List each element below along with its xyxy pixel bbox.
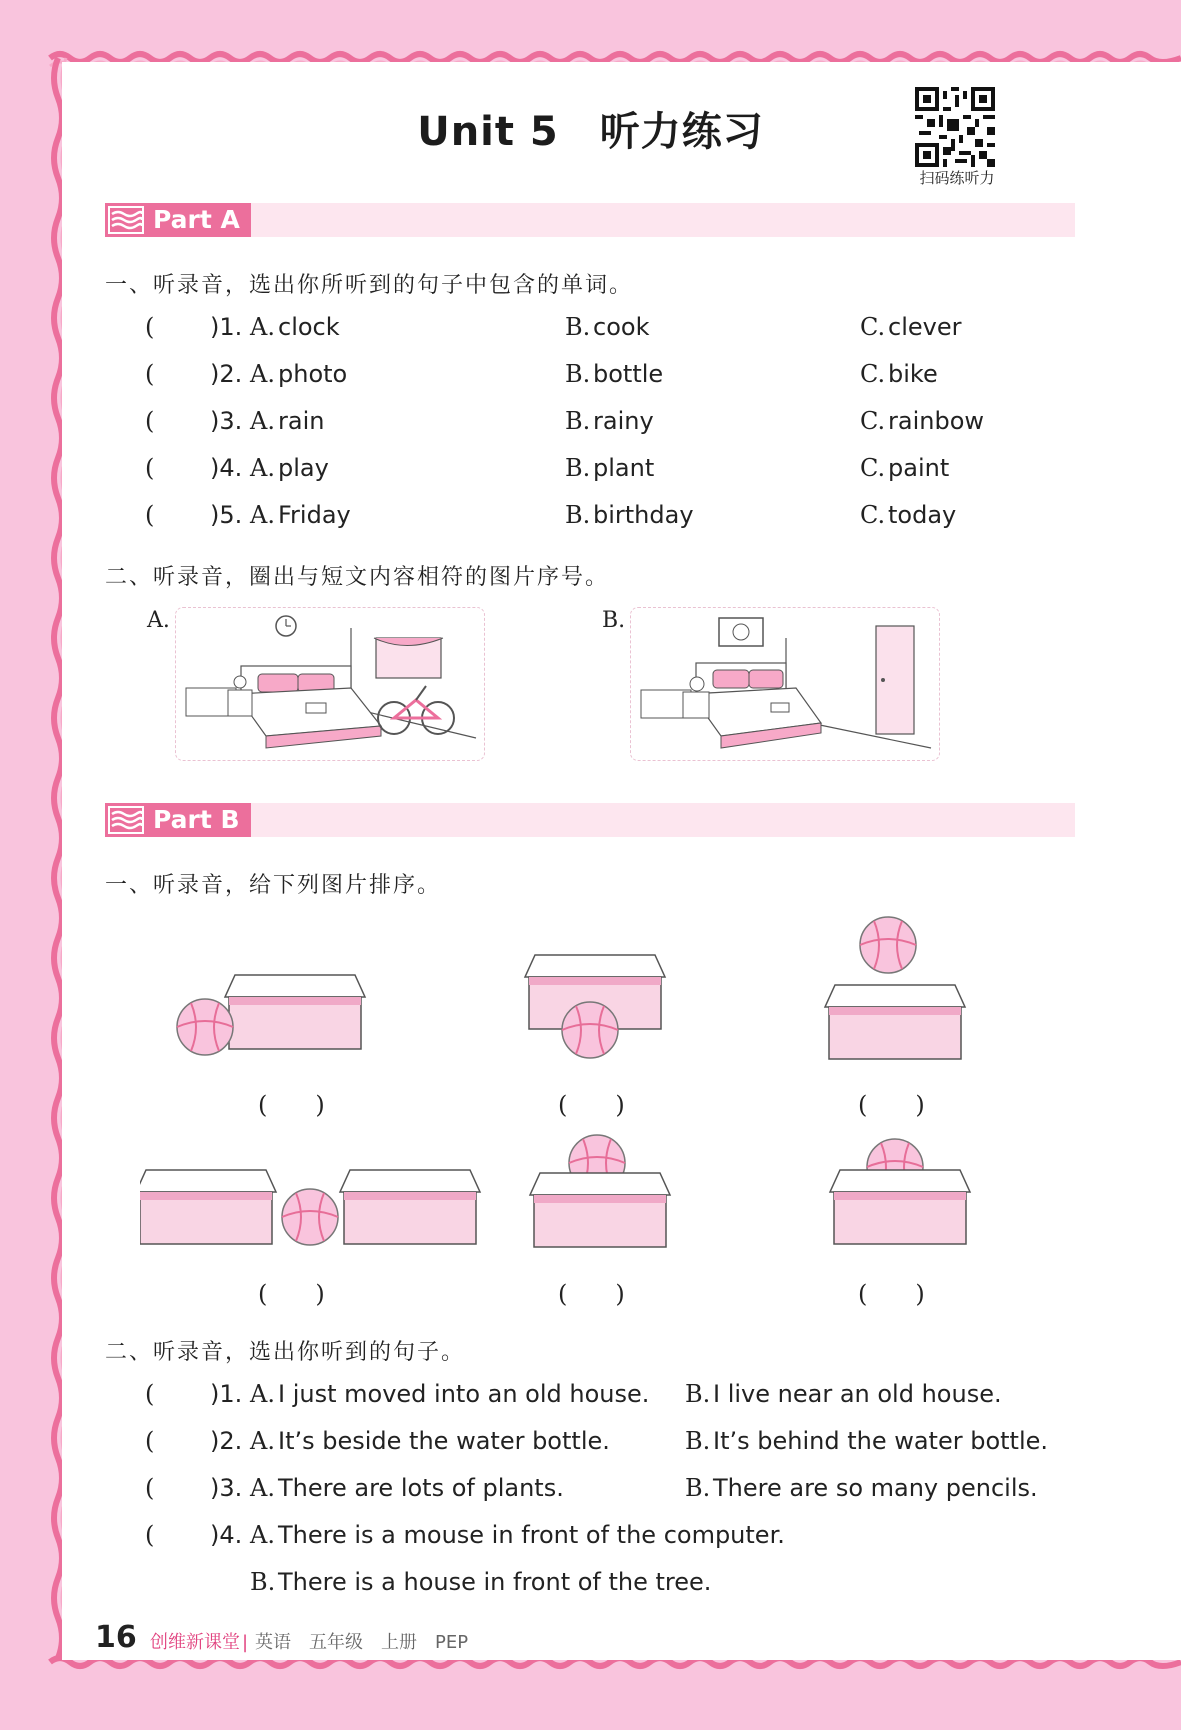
answer-paren[interactable]: ( [145, 1474, 155, 1502]
ball-between-boxes [140, 1170, 480, 1245]
part-b-section1-heading: 一、听录音，给下列图片排序。 [105, 873, 442, 898]
wave-icon [108, 206, 144, 234]
part-a-section1-heading: 一、听录音，选出你所听到的句子中包含的单词。 [105, 273, 634, 298]
answer-paren[interactable]: ( [145, 360, 155, 388]
ball-in-front-of-box [525, 955, 665, 1058]
qr-code-icon [915, 87, 995, 167]
picture-a-label: A. [147, 608, 170, 633]
wave-icon [108, 806, 144, 834]
part-a-tag [105, 203, 251, 237]
part-a-section2-heading: 二、听录音，圈出与短文内容相符的图片序号。 [105, 565, 610, 590]
part-a-banner [105, 203, 1075, 237]
answer-paren[interactable]: ( [145, 1521, 155, 1549]
order-blank[interactable]: ( ) [858, 1280, 925, 1308]
ball-beside-box [177, 975, 365, 1055]
bedroom-picture-a[interactable] [175, 607, 485, 761]
order-blank[interactable]: ( ) [258, 1280, 325, 1308]
qr-label: 扫码练听力 [919, 169, 995, 187]
part-b-tag [105, 803, 251, 837]
part-b-section2-heading: 二、听录音，选出你听到的句子。 [105, 1340, 466, 1365]
bedroom-illustration [176, 608, 484, 760]
order-blank[interactable]: ( ) [558, 1091, 625, 1119]
answer-paren[interactable]: ( [145, 313, 155, 341]
answer-paren[interactable]: ( [145, 454, 155, 482]
brand-name: 创维新课堂 | [150, 1632, 249, 1653]
page-title: Unit 5 听力练习 [417, 109, 764, 155]
ball-above-box [825, 917, 965, 1059]
ball-on-box [530, 1135, 670, 1247]
answer-paren[interactable]: ( [145, 1380, 155, 1408]
bedroom-illustration [631, 608, 939, 760]
answer-paren[interactable]: ( [145, 407, 155, 435]
order-blank[interactable]: ( ) [858, 1091, 925, 1119]
answer-paren[interactable]: ( [145, 501, 155, 529]
answer-paren[interactable]: ( [145, 1427, 155, 1455]
picture-b-label: B. [602, 608, 626, 633]
order-blank[interactable]: ( ) [258, 1091, 325, 1119]
ball-behind-box [830, 1139, 970, 1244]
subject-info: 英语 五年级 上册 PEP [255, 1632, 469, 1653]
page-number: 16 [95, 1620, 137, 1655]
order-blank[interactable]: ( ) [558, 1280, 625, 1308]
part-a-label: Part A [153, 205, 240, 234]
part-b-banner [105, 803, 1075, 837]
bedroom-picture-b[interactable] [630, 607, 940, 761]
part-b-label: Part B [153, 805, 240, 834]
